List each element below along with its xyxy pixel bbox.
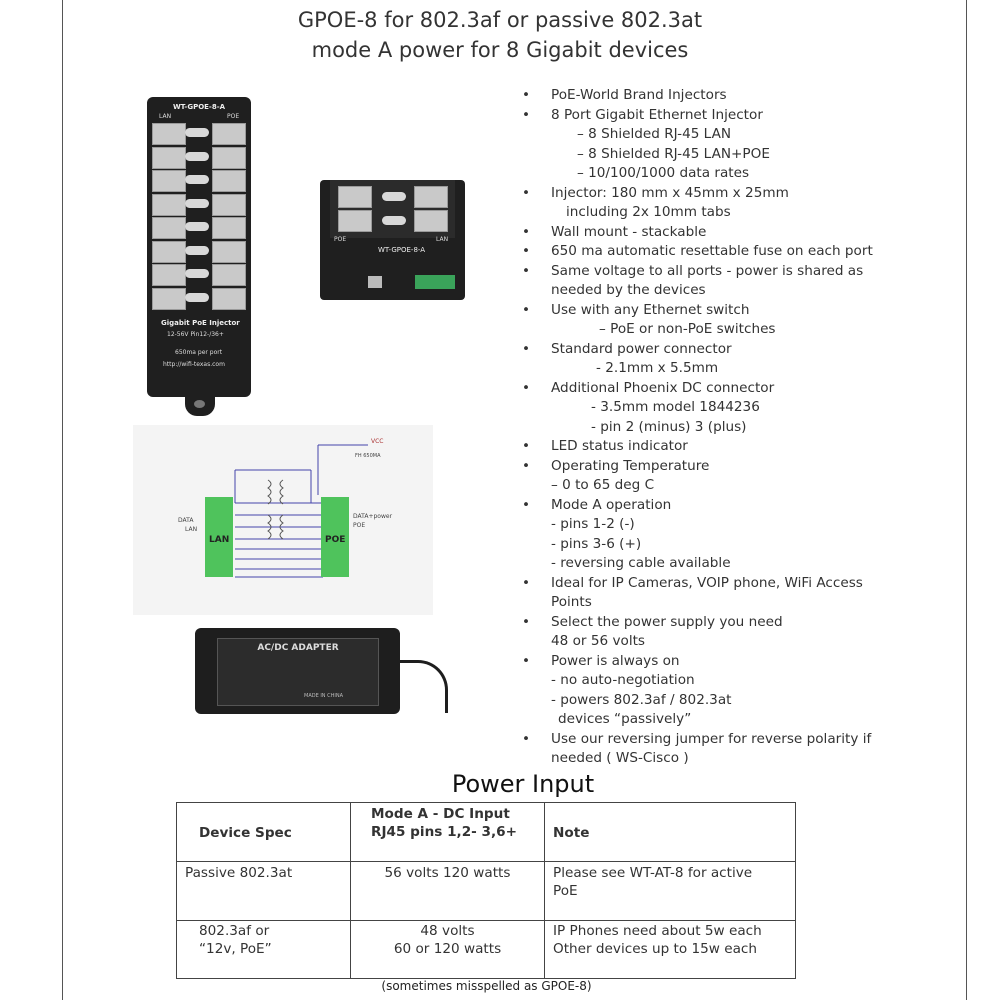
rj45-poe-port xyxy=(212,123,246,145)
page-title-line2: mode A power for 8 Gigabit devices xyxy=(311,38,689,62)
list-item-text: Ideal for IP Cameras, VOIP phone, WiFi Access xyxy=(551,574,863,591)
lan-small-label: LAN xyxy=(185,526,198,533)
rj45-poe-port xyxy=(212,194,246,216)
bullet-icon: • xyxy=(522,184,531,201)
list-item-subtext: - 3.5mm model 1844236 xyxy=(591,399,760,415)
bullet-icon: • xyxy=(522,438,531,454)
adapter-title: AC/DC ADAPTER xyxy=(257,643,339,653)
port-block xyxy=(330,180,455,238)
list-item-subtext: – 10/100/1000 data rates xyxy=(577,165,750,181)
rj45-port xyxy=(338,186,372,208)
list-item xyxy=(520,184,940,223)
list-item xyxy=(520,379,940,438)
bullet-icon: • xyxy=(522,613,531,630)
list-item-text: 650 ma automatic resettable fuse on each port xyxy=(551,243,873,259)
rj45-lan-port xyxy=(152,264,186,286)
list-item xyxy=(520,437,940,457)
note-cell-line1: IP Phones need about 5w each xyxy=(553,923,762,939)
data-label: DATA xyxy=(178,517,194,524)
list-item-subtext: - reversing cable available xyxy=(551,555,731,571)
note-header: Note xyxy=(553,825,590,841)
rj45-poe-port xyxy=(212,241,246,263)
device-spec-cell-line1: 802.3af or xyxy=(199,923,270,939)
rj45-poe-port xyxy=(212,288,246,310)
screw-hole xyxy=(194,400,205,408)
bullet-icon: • xyxy=(522,496,531,513)
poe-label: POE xyxy=(227,113,240,120)
adapter-label-panel xyxy=(217,638,379,706)
list-item-text: Wall mount - stackable xyxy=(551,223,707,240)
mode-a-cell-line2: 60 or 120 watts xyxy=(393,941,502,957)
injector-model-label: WT-GPOE-8-A xyxy=(378,246,426,254)
list-item xyxy=(520,652,940,730)
bullet-icon: • xyxy=(522,106,531,123)
list-item xyxy=(520,106,940,184)
list-item-text: 8 Port Gigabit Ethernet Injector xyxy=(551,106,763,123)
rj45-poe-port xyxy=(212,147,246,169)
feature-list xyxy=(520,86,940,769)
bullet-icon: • xyxy=(522,379,531,396)
list-item-text: Injector: 180 mm x 45mm x 25mm xyxy=(551,184,789,201)
table-cell xyxy=(351,862,545,921)
injector-model-label: WT-GPOE-8-A xyxy=(172,103,226,111)
rj45-lan-port xyxy=(152,241,186,263)
adapter-cable xyxy=(385,660,448,713)
list-item xyxy=(520,340,940,379)
list-item xyxy=(520,457,940,496)
list-item-subtext: – 8 Shielded RJ-45 LAN xyxy=(577,126,732,142)
header-cell xyxy=(351,803,545,862)
footnote: (sometimes misspelled as GPOE-8) xyxy=(381,979,592,993)
poe-small-label: POE xyxy=(353,522,366,529)
bullet-icon: • xyxy=(522,243,531,259)
rj45-lan-port xyxy=(152,288,186,310)
rj45-poe-port xyxy=(212,264,246,286)
table-cell xyxy=(545,921,796,979)
led-indicator xyxy=(382,192,406,201)
note-cell-line2: Other devices up to 15w each xyxy=(553,941,758,957)
fuse-label: FH 650MA xyxy=(355,453,381,459)
list-item xyxy=(520,86,940,106)
injector-end-photo xyxy=(320,180,465,300)
bullet-icon: • xyxy=(522,301,531,318)
rj45-lan-port xyxy=(152,123,186,145)
table-row xyxy=(177,862,796,921)
bullet-icon: • xyxy=(522,87,531,103)
list-item-text: Additional Phoenix DC connector xyxy=(551,379,775,396)
device-spec-header: Device Spec xyxy=(199,825,292,841)
list-item-subtext: - pins 3-6 (+) xyxy=(551,535,642,552)
list-item-subtext: – 0 to 65 deg C xyxy=(551,477,655,493)
url-label: http://wifi-texas.com xyxy=(163,361,225,368)
poe-label: POE xyxy=(334,236,347,243)
list-item xyxy=(520,613,940,652)
list-item-subtext: – 8 Shielded RJ-45 LAN+POE xyxy=(577,145,770,162)
phoenix-connector xyxy=(415,275,455,289)
mode-a-cell-line1: 48 volts xyxy=(420,923,475,939)
led-indicator xyxy=(382,216,406,225)
list-item xyxy=(520,496,940,574)
list-item-text: Standard power connector xyxy=(551,340,732,357)
list-item-subtext: Points xyxy=(551,594,592,610)
list-item-subtext: - powers 802.3af / 802.3at xyxy=(551,691,732,708)
wiring-schematic xyxy=(133,425,433,615)
list-item-text: Power is always on xyxy=(551,652,680,669)
led-indicator xyxy=(185,246,209,255)
list-item-subtext: devices “passively” xyxy=(558,711,692,727)
list-item-subtext: including 2x 10mm tabs xyxy=(566,204,731,220)
list-item-text: LED status indicator xyxy=(551,438,688,454)
list-item-subtext: needed ( WS-Cisco ) xyxy=(551,750,689,766)
lan-label: LAN xyxy=(436,236,449,243)
power-input-table xyxy=(176,802,796,979)
bullet-icon: • xyxy=(522,652,531,669)
list-item-text: Operating Temperature xyxy=(551,457,710,474)
list-item-subtext: - no auto-negotiation xyxy=(551,672,695,688)
vcc-label: VCC xyxy=(371,438,384,445)
rj45-lan-port xyxy=(152,170,186,192)
list-item-subtext: - pin 2 (minus) 3 (plus) xyxy=(591,418,747,435)
list-item xyxy=(520,242,940,262)
table-cell xyxy=(177,862,351,921)
led-indicator xyxy=(185,175,209,184)
list-item-text: Mode A operation xyxy=(551,496,672,513)
led-indicator xyxy=(185,152,209,161)
fuse-label: 650ma per port xyxy=(175,349,223,356)
rj45-poe-port xyxy=(212,170,246,192)
list-item-text: Use our reversing jumper for reverse polarity if xyxy=(551,730,872,747)
table-header-row xyxy=(177,803,796,862)
rj45-port xyxy=(414,186,448,208)
injector-8port-photo xyxy=(147,97,251,397)
data-power-label: DATA+power xyxy=(353,513,393,520)
mode-a-header-line2: RJ45 pins 1,2- 3,6+ xyxy=(371,824,517,840)
rj45-lan-port xyxy=(152,217,186,239)
mounting-tab xyxy=(185,392,215,416)
device-spec-cell: Passive 802.3at xyxy=(185,865,293,881)
lan-block-label: LAN xyxy=(209,535,230,545)
led-indicator xyxy=(185,269,209,278)
rj45-poe-port xyxy=(212,217,246,239)
note-cell-line1: Please see WT-AT-8 for active xyxy=(553,865,753,881)
list-item-subtext: needed by the devices xyxy=(551,282,706,298)
device-spec-cell-line2: “12v, PoE” xyxy=(199,941,272,957)
list-item xyxy=(520,301,940,340)
header-cell xyxy=(177,803,351,862)
list-item-text: Use with any Ethernet switch xyxy=(551,301,750,318)
page-title-line1: GPOE-8 for 802.3af or passive 802.3at xyxy=(297,8,703,32)
made-in-label: MADE IN CHINA xyxy=(304,693,344,699)
list-item-subtext: 48 or 56 volts xyxy=(551,633,646,649)
power-adapter-photo xyxy=(195,628,400,714)
list-item xyxy=(520,223,940,243)
bullet-icon: • xyxy=(522,574,531,591)
list-item-text: PoE-World Brand Injectors xyxy=(551,87,727,103)
table-cell xyxy=(177,921,351,979)
rj45-lan-port xyxy=(152,194,186,216)
list-item xyxy=(520,730,940,769)
poe-block-label: POE xyxy=(325,535,346,545)
led-indicator xyxy=(185,293,209,302)
rj45-port xyxy=(414,210,448,232)
page-border-left xyxy=(62,0,63,1000)
led-indicator xyxy=(185,128,209,137)
dc-jack xyxy=(368,276,382,288)
list-item-subtext: – PoE or non-PoE switches xyxy=(599,321,776,337)
list-item-subtext: - pins 1-2 (-) xyxy=(551,516,635,532)
mode-a-header-line1: Mode A - DC Input xyxy=(371,806,510,822)
table-row xyxy=(177,921,796,979)
power-input-title: Power Input xyxy=(451,770,595,798)
bullet-icon: • xyxy=(522,457,531,474)
header-cell xyxy=(545,803,796,862)
list-item-subtext: - 2.1mm x 5.5mm xyxy=(596,360,719,376)
led-indicator xyxy=(185,222,209,231)
page-border-right xyxy=(966,0,967,1000)
rj45-lan-port xyxy=(152,147,186,169)
list-item xyxy=(520,574,940,613)
table-cell xyxy=(351,921,545,979)
bullet-icon: • xyxy=(522,262,531,279)
bullet-icon: • xyxy=(522,730,531,747)
table-cell xyxy=(545,862,796,921)
injector-desc-label: Gigabit PoE Injector xyxy=(161,319,240,327)
bullet-icon: • xyxy=(522,340,531,357)
list-item-text: Select the power supply you need xyxy=(551,613,783,630)
rj45-port xyxy=(338,210,372,232)
led-indicator xyxy=(185,199,209,208)
voltage-label: 12-56V Pin12-/36+ xyxy=(167,331,224,338)
bullet-icon: • xyxy=(522,223,531,240)
list-item xyxy=(520,262,940,301)
note-cell-line2: PoE xyxy=(553,883,578,899)
list-item-text: Same voltage to all ports - power is shared as xyxy=(551,262,864,279)
mode-a-cell: 56 volts 120 watts xyxy=(384,865,511,881)
lan-label: LAN xyxy=(159,113,172,120)
